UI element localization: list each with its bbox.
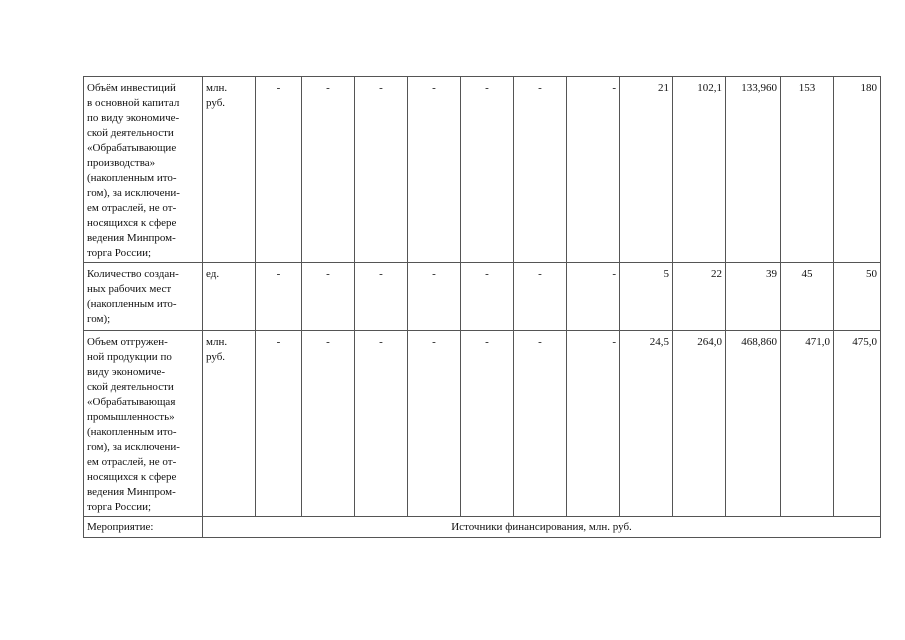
table-row	[84, 263, 881, 331]
indicator-label-line: виду экономиче-	[87, 366, 166, 378]
value-cell-empty: -	[514, 263, 567, 331]
indicator-label-line: «Обрабатывающие	[87, 142, 177, 154]
table-row	[84, 77, 881, 263]
unit-cell	[203, 331, 256, 517]
unit-line: млн.	[206, 336, 228, 348]
indicator-label-line: Количество создан-	[87, 268, 179, 280]
indicator-label-line: ведения Минпром-	[87, 232, 176, 244]
value-cell: 50	[834, 263, 881, 331]
value-cell: 264,0	[673, 331, 726, 517]
value-cell-empty: -	[567, 331, 620, 517]
indicator-label-line: гом), за исключени-	[87, 441, 180, 453]
value-cell: 468,860	[726, 331, 781, 517]
value-cell: 180	[834, 77, 881, 263]
indicator-label-line: ской деятельности	[87, 127, 174, 139]
indicator-label-line: промышленность»	[87, 411, 175, 423]
indicator-label-line: ской деятельности	[87, 381, 174, 393]
value-cell-empty: -	[355, 263, 408, 331]
indicator-label-line: торга России;	[87, 247, 152, 259]
indicator-label-line: производства»	[87, 157, 156, 169]
value-cell-empty: -	[567, 77, 620, 263]
indicator-label-line: Объем отгружен-	[87, 336, 168, 348]
value-cell-empty: -	[302, 331, 355, 517]
indicators-table	[83, 76, 881, 538]
unit-line: млн.	[206, 82, 228, 94]
funding-sources-header: Источники финансирования, млн. руб.	[203, 517, 881, 538]
value-cell: 22	[673, 263, 726, 331]
indicator-label-line: (накопленным ито-	[87, 426, 177, 438]
indicator-label-line: (накопленным ито-	[87, 298, 177, 310]
unit-cell	[203, 77, 256, 263]
value-cell: 21	[620, 77, 673, 263]
value-cell: 471,0	[781, 331, 834, 517]
indicator-label-line: по виду экономиче-	[87, 112, 180, 124]
indicator-label-line: ем отраслей, не от-	[87, 456, 177, 468]
value-cell-empty: -	[461, 263, 514, 331]
value-cell: 24,5	[620, 331, 673, 517]
indicator-label-line: «Обрабатывающая	[87, 396, 176, 408]
value-cell-empty: -	[355, 331, 408, 517]
unit-line: ед.	[206, 268, 220, 280]
unit-line: руб.	[206, 97, 226, 109]
value-cell: 5	[620, 263, 673, 331]
indicator-label-line: в основной капитал	[87, 97, 180, 109]
table-row-footer	[84, 517, 881, 538]
value-cell-empty: -	[408, 331, 461, 517]
table-row	[84, 331, 881, 517]
indicator-label-line: гом);	[87, 313, 111, 325]
indicator-label-line: (накопленным ито-	[87, 172, 177, 184]
activity-label: Мероприятие:	[84, 517, 203, 538]
indicator-label-line: ведения Минпром-	[87, 486, 176, 498]
value-cell-empty: -	[461, 331, 514, 517]
value-cell-empty: -	[256, 331, 302, 517]
indicator-label-line: носящихся к сфере	[87, 217, 177, 229]
value-cell-empty: -	[514, 77, 567, 263]
indicator-label-line: ем отраслей, не от-	[87, 202, 177, 214]
value-cell: 39	[726, 263, 781, 331]
value-cell: 133,960	[726, 77, 781, 263]
value-cell-empty: -	[408, 263, 461, 331]
indicator-label	[84, 77, 203, 263]
indicator-label-line: ных рабочих мест	[87, 283, 172, 295]
indicator-label-line: Объём инвестиций	[87, 82, 176, 94]
unit-line: руб.	[206, 351, 226, 363]
value-cell-empty: -	[514, 331, 567, 517]
value-cell-empty: -	[461, 77, 514, 263]
indicator-label-line: носящихся к сфере	[87, 471, 177, 483]
value-cell: 45	[781, 263, 834, 331]
indicator-label	[84, 263, 203, 331]
value-cell: 153	[781, 77, 834, 263]
indicator-label-line: торга России;	[87, 501, 152, 513]
indicator-label-line: гом), за исключени-	[87, 187, 180, 199]
value-cell-empty: -	[355, 77, 408, 263]
value-cell-empty: -	[256, 263, 302, 331]
value-cell: 102,1	[673, 77, 726, 263]
value-cell-empty: -	[408, 77, 461, 263]
unit-cell	[203, 263, 256, 331]
indicator-label	[84, 331, 203, 517]
value-cell-empty: -	[302, 77, 355, 263]
indicator-label-line: ной продукции по	[87, 351, 172, 363]
value-cell-empty: -	[256, 77, 302, 263]
value-cell-empty: -	[567, 263, 620, 331]
value-cell: 475,0	[834, 331, 881, 517]
value-cell-empty: -	[302, 263, 355, 331]
